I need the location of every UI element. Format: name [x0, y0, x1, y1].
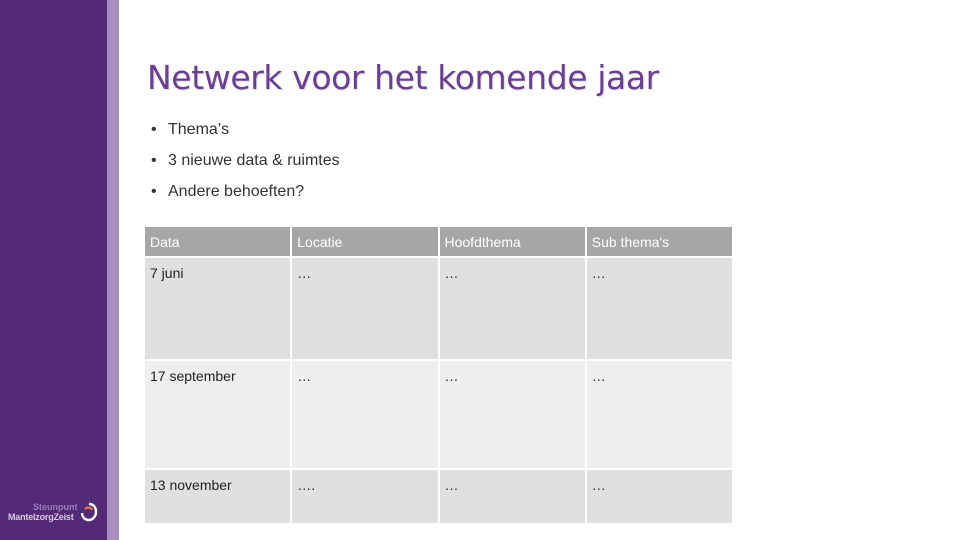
bullet-dot-icon: •: [151, 121, 157, 138]
steunpunt-logo: [6, 498, 106, 532]
cell-location: ….: [291, 469, 438, 524]
table-row: [144, 469, 733, 524]
bullet-text: Thema’s: [168, 121, 230, 138]
cell-main-theme: …: [439, 257, 586, 360]
cell-sub-themes: …: [586, 360, 733, 469]
header-locatie: Locatie: [291, 226, 438, 257]
table-header-row: [144, 226, 733, 257]
bullet-list: [151, 120, 340, 213]
slide-title: Netwerk voor het komende jaar: [147, 58, 659, 97]
cell-location: …: [291, 360, 438, 469]
cell-date: 13 november: [144, 469, 291, 524]
schedule-table: [143, 225, 734, 525]
bullet-dot-icon: •: [151, 152, 157, 169]
bullet-item: [151, 120, 340, 151]
bullet-item: [151, 151, 340, 182]
bullet-text: 3 nieuwe data & ruimtes: [168, 152, 340, 169]
table-row: [144, 360, 733, 469]
cell-sub-themes: …: [586, 469, 733, 524]
bullet-item: [151, 182, 340, 213]
cell-main-theme: …: [439, 469, 586, 524]
header-sub-themas: Sub thema's: [586, 226, 733, 257]
sidebar-band: [0, 0, 107, 540]
bullet-text: Andere behoeften?: [168, 183, 305, 200]
logo-line-2: MantelzorgZeist: [8, 512, 74, 522]
cell-date: 7 juni: [144, 257, 291, 360]
logo-mark-icon: [80, 502, 98, 524]
cell-date: 17 september: [144, 360, 291, 469]
table-row: [144, 257, 733, 360]
sidebar-edge: [107, 0, 119, 540]
bullet-dot-icon: •: [151, 183, 157, 200]
logo-line-1: Steunpunt: [33, 502, 78, 512]
header-hoofdthema: Hoofdthema: [439, 226, 586, 257]
header-data: Data: [144, 226, 291, 257]
cell-location: …: [291, 257, 438, 360]
cell-main-theme: …: [439, 360, 586, 469]
cell-sub-themes: …: [586, 257, 733, 360]
